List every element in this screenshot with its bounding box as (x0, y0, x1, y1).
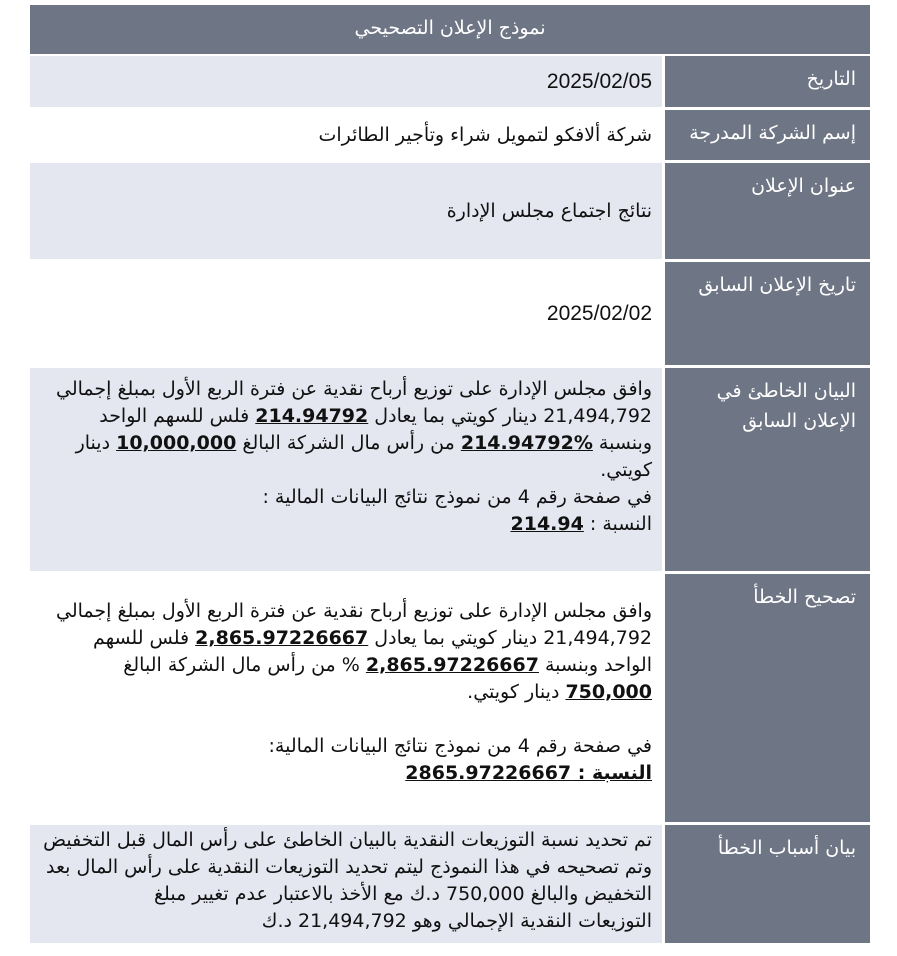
correction-announcement-form (30, 5, 870, 943)
correction-line-4 (40, 679, 652, 706)
label-wrong-statement (662, 368, 870, 571)
reasons-line-2: وتم تصحيحه في هذا النموذج ليتم تحديد التوزيعات النقدية على رأس المال بعد (46, 856, 652, 878)
date-text: 2025/02/05 (546, 70, 652, 93)
wrong-per-share: 214.94792 (255, 405, 369, 427)
row-announcement-title (30, 163, 870, 262)
correction-spacer (40, 706, 652, 733)
correction-text-4: الواحد وبنسبة (545, 654, 652, 676)
correction-ratio: النسبة : 2865.97226667 (405, 762, 652, 784)
company-name: شركة ألافكو لتمويل شراء وتأجير الطائرات (318, 124, 652, 146)
wrong-line-2 (40, 403, 652, 430)
wrong-capital: 10,000,000 (116, 432, 237, 454)
wrong-ratio-line (40, 511, 652, 538)
correction-text-2: 21,494,792 دينار كويتي بما يعادل (374, 627, 652, 649)
wrong-text-3: فلس للسهم الواحد (99, 405, 250, 427)
label-error-reasons: بيان أسباب الخطأ (662, 825, 870, 943)
label-wrong-line1: البيان الخاطئ في (716, 380, 856, 402)
announcement-title: نتائج اجتماع مجلس الإدارة (446, 200, 652, 222)
correction-line-2 (40, 625, 652, 652)
wrong-ratio-label: النسبة : (589, 513, 652, 535)
value-wrong-statement (30, 368, 662, 571)
row-error-reasons (30, 825, 870, 943)
wrong-text-1: وافق مجلس الإدارة على توزيع أرباح نقدية عن فترة الربع الأول بمبلغ إجمالي (55, 378, 652, 400)
wrong-text-6: دينار (75, 432, 111, 454)
row-correction (30, 574, 870, 825)
reasons-line-4: التوزيعات النقدية الإجمالي وهو 21,494,792 د.ك (261, 910, 652, 932)
correction-ratio-line (40, 760, 652, 787)
wrong-text-4: وبنسبة (598, 432, 652, 454)
reasons-line-3: التخفيض والبالغ 750,000 د.ك مع الأخذ بالاعتبار عدم تغيير مبلغ (153, 883, 652, 905)
value-error-reasons (30, 825, 662, 943)
value-announcement-title (30, 163, 662, 259)
reasons-line-1: تم تحديد نسبة التوزيعات النقدية بالبيان الخاطئ على رأس المال قبل التخفيض (43, 829, 652, 851)
correction-text-7: في صفحة رقم 4 من نموذج نتائج البيانات المالية: (268, 735, 652, 757)
correction-percentage: 2,865.97226667 (365, 654, 539, 676)
label-announcement-title: عنوان الإعلان (662, 163, 870, 259)
label-previous-date: تاريخ الإعلان السابق (662, 262, 870, 365)
form-title: نموذج الإعلان التصحيحي (30, 5, 870, 56)
wrong-percentage: 214.94792% (460, 432, 593, 454)
label-wrong-line2: الإعلان السابق (742, 410, 856, 432)
label-correction: تصحيح الخطأ (662, 574, 870, 822)
correction-line-3 (40, 652, 652, 679)
wrong-text-5: من رأس مال الشركة البالغ (242, 432, 455, 454)
wrong-ratio-value: 214.94 (510, 513, 584, 535)
previous-date-text: 2025/02/02 (546, 302, 652, 325)
row-company (30, 110, 870, 163)
label-company: إسم الشركة المدرجة (662, 110, 870, 160)
correction-per-share: 2,865.97226667 (195, 627, 369, 649)
value-previous-date (30, 262, 662, 365)
correction-text-1: وافق مجلس الإدارة على توزيع أرباح نقدية عن فترة الربع الأول بمبلغ إجمالي (55, 600, 652, 622)
row-previous-date (30, 262, 870, 368)
wrong-text-2: 21,494,792 دينار كويتي بما يعادل (374, 405, 652, 427)
value-company (30, 110, 662, 160)
correction-text-6: دينار كويتي. (467, 681, 560, 703)
wrong-line-3 (40, 430, 652, 457)
label-date: التاريخ (662, 56, 870, 107)
correction-text-5: % من رأس مال الشركة البالغ (123, 654, 360, 676)
correction-capital: 750,000 (565, 681, 652, 703)
wrong-text-7: كويتي. (600, 459, 652, 481)
correction-text-3: فلس للسهم (93, 627, 190, 649)
row-date (30, 56, 870, 110)
value-date (30, 56, 662, 107)
row-wrong-statement (30, 368, 870, 574)
wrong-text-8: في صفحة رقم 4 من نموذج نتائج البيانات المالية : (262, 486, 652, 508)
value-correction (30, 574, 662, 822)
